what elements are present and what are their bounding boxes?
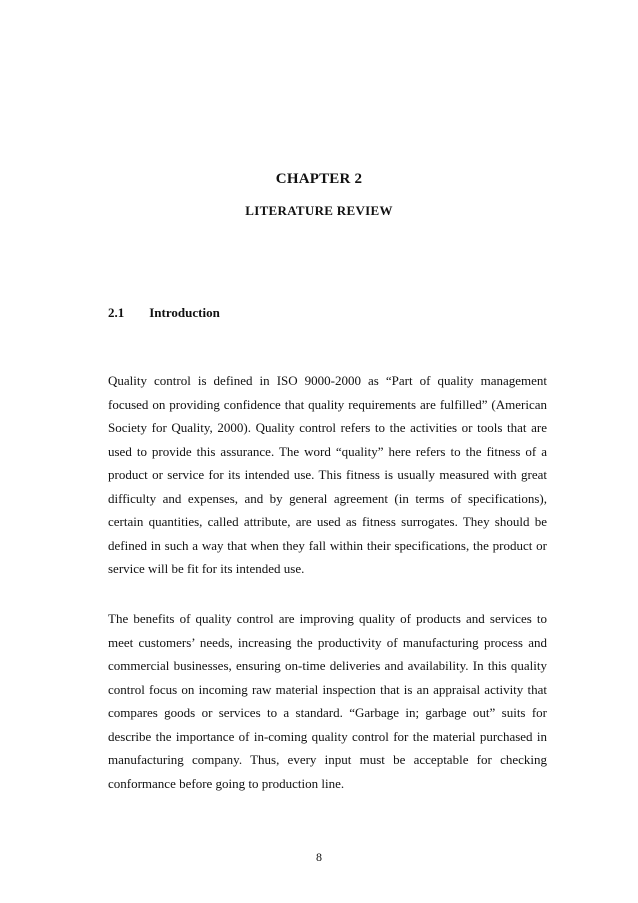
section-number: 2.1 bbox=[108, 305, 125, 320]
section-title: Introduction bbox=[149, 305, 220, 320]
paragraph-2: The benefits of quality control are improving quality of products and services to meet customers’ needs, increasing the productivity of manufacturing process and commercial businesses, ensuring on-time deliveries and availability. In this quality control focus on incoming raw material inspection that is an appraisal activity that compares goods or services to a standard. “Garbage in; garbage out” suits for describe the importance of in-coming quality control for the material purchased in manufacturing company. Thus, every input must be acceptable for checking conformance before going to production line. bbox=[108, 611, 547, 791]
page-number: 8 bbox=[316, 850, 322, 864]
chapter-title: LITERATURE REVIEW bbox=[245, 203, 393, 218]
paragraph-1: Quality control is defined in ISO 9000-2000 as “Part of quality management focused on providing confidence that quality requirements are fulfilled” (American Society for Quality, 2000). Quality control refers to the activities or tools that are used to provide this assurance. The word “quality” here refers to the fitness of a product or service for its intended use. This fitness is usually measured with great difficulty and expenses, and by general agreement (in terms of specifications), certain quantities, called attribute, are used as fitness surrogates. They should be defined in such a way that when they fall within their specifications, the product or service will be fit for its intended use. bbox=[108, 373, 547, 576]
section-heading bbox=[108, 305, 220, 321]
chapter-number: CHAPTER 2 bbox=[275, 171, 363, 187]
